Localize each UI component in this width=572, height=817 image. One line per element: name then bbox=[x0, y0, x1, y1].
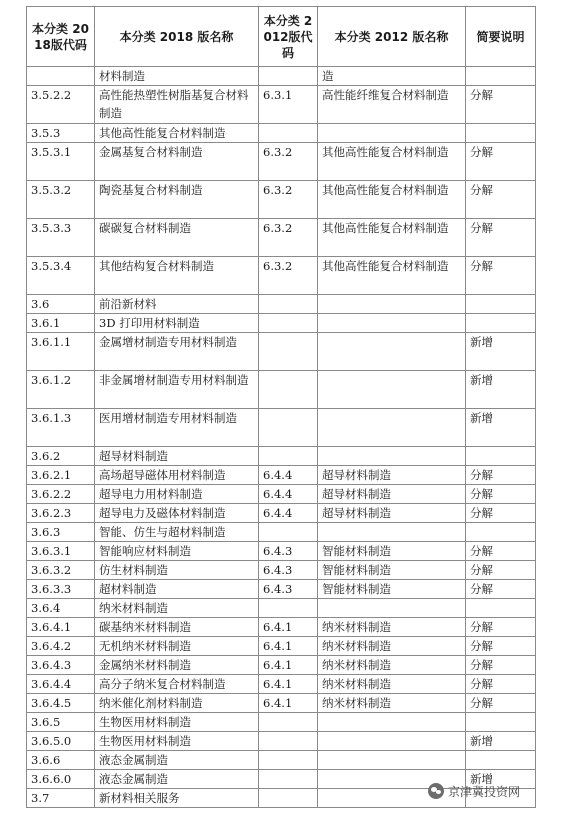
code-2018-cell: 3.6.2.2 bbox=[27, 485, 95, 504]
name-2012-cell bbox=[318, 333, 466, 371]
code-2018-cell: 3.6.4.3 bbox=[27, 656, 95, 675]
name-2018-cell: 生物医用材料制造 bbox=[95, 713, 259, 732]
name-2018-cell: 陶瓷基复合材料制造 bbox=[95, 181, 259, 219]
code-2012-cell: 6.4.4 bbox=[259, 485, 318, 504]
name-2012-cell bbox=[318, 599, 466, 618]
code-2012-cell bbox=[259, 770, 318, 789]
table-row bbox=[27, 181, 536, 219]
description-cell: 分解 bbox=[466, 542, 536, 561]
table-row bbox=[27, 143, 536, 181]
code-2012-cell: 6.4.1 bbox=[259, 618, 318, 637]
table-row bbox=[27, 295, 536, 314]
code-2012-cell: 6.4.1 bbox=[259, 694, 318, 713]
name-2018-cell: 医用增材制造专用材料制造 bbox=[95, 409, 259, 447]
name-2018-cell: 其他结构复合材料制造 bbox=[95, 257, 259, 295]
name-2012-cell: 造 bbox=[318, 67, 466, 86]
code-2012-cell bbox=[259, 295, 318, 314]
table-row bbox=[27, 124, 536, 143]
name-2018-cell: 纳米催化剂材料制造 bbox=[95, 694, 259, 713]
code-2018-cell: 3.6.2.3 bbox=[27, 504, 95, 523]
name-2018-cell: 智能、仿生与超材料制造 bbox=[95, 523, 259, 542]
table-row bbox=[27, 314, 536, 333]
description-cell bbox=[466, 314, 536, 333]
code-2012-cell: 6.3.2 bbox=[259, 143, 318, 181]
code-2018-cell: 3.6.4.1 bbox=[27, 618, 95, 637]
name-2012-cell: 纳米材料制造 bbox=[318, 694, 466, 713]
code-2012-cell bbox=[259, 409, 318, 447]
code-2018-cell: 3.5.3.3 bbox=[27, 219, 95, 257]
table-row bbox=[27, 713, 536, 732]
description-cell: 新增 bbox=[466, 371, 536, 409]
table-row bbox=[27, 580, 536, 599]
description-cell: 分解 bbox=[466, 485, 536, 504]
name-2018-cell: 无机纳米材料制造 bbox=[95, 637, 259, 656]
name-2012-cell: 其他高性能复合材料制造 bbox=[318, 219, 466, 257]
table-row bbox=[27, 694, 536, 713]
table-row bbox=[27, 523, 536, 542]
code-2012-cell: 6.3.1 bbox=[259, 86, 318, 124]
code-2018-cell: 3.5.2.2 bbox=[27, 86, 95, 124]
name-2012-cell bbox=[318, 295, 466, 314]
table-row bbox=[27, 732, 536, 751]
code-2012-cell: 6.4.4 bbox=[259, 504, 318, 523]
code-2012-cell: 6.4.1 bbox=[259, 675, 318, 694]
code-2018-cell: 3.6.2 bbox=[27, 447, 95, 466]
name-2018-cell: 其他高性能复合材料制造 bbox=[95, 124, 259, 143]
code-2012-cell bbox=[259, 67, 318, 86]
code-2018-cell: 3.6.1.2 bbox=[27, 371, 95, 409]
name-2018-cell: 前沿新材料 bbox=[95, 295, 259, 314]
code-2018-cell: 3.6.1 bbox=[27, 314, 95, 333]
name-2018-cell: 高分子纳米复合材料制造 bbox=[95, 675, 259, 694]
description-cell: 分解 bbox=[466, 143, 536, 181]
name-2012-cell bbox=[318, 314, 466, 333]
code-2018-cell: 3.5.3.2 bbox=[27, 181, 95, 219]
name-2012-cell bbox=[318, 732, 466, 751]
code-2018-cell: 3.6.4.2 bbox=[27, 637, 95, 656]
code-2018-cell: 3.6.3.2 bbox=[27, 561, 95, 580]
table-row bbox=[27, 257, 536, 295]
code-2012-cell bbox=[259, 333, 318, 371]
name-2012-cell: 纳米材料制造 bbox=[318, 637, 466, 656]
table-row bbox=[27, 333, 536, 371]
code-2012-cell bbox=[259, 314, 318, 333]
name-2012-cell bbox=[318, 124, 466, 143]
name-2018-cell: 超导电力及磁体材料制造 bbox=[95, 504, 259, 523]
code-2012-cell bbox=[259, 124, 318, 143]
table-row bbox=[27, 86, 536, 124]
code-2012-cell: 6.3.2 bbox=[259, 219, 318, 257]
code-2018-cell: 3.6.5.0 bbox=[27, 732, 95, 751]
description-cell: 分解 bbox=[466, 637, 536, 656]
table-row bbox=[27, 409, 536, 447]
code-2018-cell: 3.6.3.3 bbox=[27, 580, 95, 599]
code-2018-cell bbox=[27, 67, 95, 86]
code-2018-cell: 3.6.6 bbox=[27, 751, 95, 770]
code-2012-cell: 6.3.2 bbox=[259, 181, 318, 219]
code-2018-cell: 3.6.4 bbox=[27, 599, 95, 618]
description-cell: 分解 bbox=[466, 618, 536, 637]
header-name-2012: 本分类 2012 版名称 bbox=[318, 7, 466, 67]
table-row bbox=[27, 618, 536, 637]
code-2012-cell bbox=[259, 599, 318, 618]
name-2018-cell: 碳碳复合材料制造 bbox=[95, 219, 259, 257]
name-2018-cell: 新材料相关服务 bbox=[95, 789, 259, 808]
description-cell: 分解 bbox=[466, 86, 536, 124]
name-2012-cell: 纳米材料制造 bbox=[318, 618, 466, 637]
name-2018-cell: 3D 打印用材料制造 bbox=[95, 314, 259, 333]
code-2018-cell: 3.6.1.3 bbox=[27, 409, 95, 447]
table-row bbox=[27, 67, 536, 86]
code-2018-cell: 3.6.3.1 bbox=[27, 542, 95, 561]
code-2012-cell: 6.4.3 bbox=[259, 580, 318, 599]
name-2018-cell: 金属基复合材料制造 bbox=[95, 143, 259, 181]
name-2012-cell: 其他高性能复合材料制造 bbox=[318, 257, 466, 295]
name-2018-cell: 材料制造 bbox=[95, 67, 259, 86]
description-cell: 分解 bbox=[466, 580, 536, 599]
description-cell: 新增 bbox=[466, 409, 536, 447]
classification-table bbox=[26, 6, 536, 808]
table-row bbox=[27, 542, 536, 561]
code-2018-cell: 3.6.5 bbox=[27, 713, 95, 732]
description-cell: 新增 bbox=[466, 770, 536, 789]
description-cell: 分解 bbox=[466, 561, 536, 580]
header-name-2018: 本分类 2018 版名称 bbox=[95, 7, 259, 67]
table-row bbox=[27, 371, 536, 409]
code-2018-cell: 3.5.3 bbox=[27, 124, 95, 143]
name-2012-cell bbox=[318, 409, 466, 447]
code-2018-cell: 3.5.3.1 bbox=[27, 143, 95, 181]
table-row bbox=[27, 637, 536, 656]
name-2012-cell: 其他高性能复合材料制造 bbox=[318, 181, 466, 219]
name-2018-cell: 智能响应材料制造 bbox=[95, 542, 259, 561]
name-2012-cell bbox=[318, 751, 466, 770]
description-cell bbox=[466, 599, 536, 618]
table-row bbox=[27, 466, 536, 485]
name-2018-cell: 碳基纳米材料制造 bbox=[95, 618, 259, 637]
table-row bbox=[27, 447, 536, 466]
table-header-row bbox=[27, 7, 536, 67]
name-2012-cell: 智能材料制造 bbox=[318, 580, 466, 599]
name-2012-cell: 纳米材料制造 bbox=[318, 675, 466, 694]
description-cell bbox=[466, 713, 536, 732]
code-2018-cell: 3.7 bbox=[27, 789, 95, 808]
code-2018-cell: 3.6.1.1 bbox=[27, 333, 95, 371]
description-cell bbox=[466, 447, 536, 466]
watermark bbox=[428, 781, 568, 801]
table-row bbox=[27, 504, 536, 523]
description-cell: 分解 bbox=[466, 466, 536, 485]
name-2018-cell: 高场超导磁体用材料制造 bbox=[95, 466, 259, 485]
description-cell: 分解 bbox=[466, 257, 536, 295]
code-2018-cell: 3.6.6.0 bbox=[27, 770, 95, 789]
name-2012-cell: 纳米材料制造 bbox=[318, 656, 466, 675]
name-2018-cell: 生物医用材料制造 bbox=[95, 732, 259, 751]
header-code-2018: 本分类 2018版代码 bbox=[27, 7, 95, 67]
name-2012-cell: 智能材料制造 bbox=[318, 542, 466, 561]
code-2012-cell bbox=[259, 371, 318, 409]
name-2018-cell: 金属纳米材料制造 bbox=[95, 656, 259, 675]
description-cell: 分解 bbox=[466, 694, 536, 713]
table-row bbox=[27, 751, 536, 770]
name-2012-cell: 超导材料制造 bbox=[318, 485, 466, 504]
name-2012-cell bbox=[318, 447, 466, 466]
table-row bbox=[27, 675, 536, 694]
table-row bbox=[27, 219, 536, 257]
code-2012-cell: 6.4.4 bbox=[259, 466, 318, 485]
name-2012-cell: 超导材料制造 bbox=[318, 504, 466, 523]
name-2012-cell: 智能材料制造 bbox=[318, 561, 466, 580]
description-cell: 分解 bbox=[466, 219, 536, 257]
name-2018-cell: 液态金属制造 bbox=[95, 770, 259, 789]
code-2018-cell: 3.6 bbox=[27, 295, 95, 314]
name-2012-cell bbox=[318, 523, 466, 542]
watermark-text: 京津冀投资网 bbox=[448, 784, 521, 799]
description-cell: 分解 bbox=[466, 504, 536, 523]
code-2012-cell bbox=[259, 447, 318, 466]
name-2012-cell: 其他高性能复合材料制造 bbox=[318, 143, 466, 181]
description-cell: 新增 bbox=[466, 333, 536, 371]
code-2012-cell: 6.4.3 bbox=[259, 561, 318, 580]
description-cell: 分解 bbox=[466, 656, 536, 675]
description-cell bbox=[466, 67, 536, 86]
wechat-icon bbox=[428, 783, 444, 799]
code-2012-cell bbox=[259, 732, 318, 751]
code-2012-cell bbox=[259, 713, 318, 732]
name-2012-cell: 超导材料制造 bbox=[318, 466, 466, 485]
name-2018-cell: 液态金属制造 bbox=[95, 751, 259, 770]
header-code-2012: 本分类 2012版代码 bbox=[259, 7, 318, 67]
description-cell bbox=[466, 751, 536, 770]
name-2018-cell: 高性能热塑性树脂基复合材料制造 bbox=[95, 86, 259, 124]
code-2012-cell: 6.4.1 bbox=[259, 656, 318, 675]
description-cell bbox=[466, 295, 536, 314]
name-2012-cell bbox=[318, 713, 466, 732]
name-2018-cell: 超导材料制造 bbox=[95, 447, 259, 466]
code-2018-cell: 3.6.2.1 bbox=[27, 466, 95, 485]
name-2018-cell: 金属增材制造专用材料制造 bbox=[95, 333, 259, 371]
name-2018-cell: 非金属增材制造专用材料制造 bbox=[95, 371, 259, 409]
description-cell: 分解 bbox=[466, 675, 536, 694]
name-2018-cell: 仿生材料制造 bbox=[95, 561, 259, 580]
name-2012-cell: 高性能纤维复合材料制造 bbox=[318, 86, 466, 124]
description-cell bbox=[466, 523, 536, 542]
name-2018-cell: 超导电力用材料制造 bbox=[95, 485, 259, 504]
description-cell bbox=[466, 124, 536, 143]
code-2012-cell bbox=[259, 789, 318, 808]
name-2012-cell bbox=[318, 371, 466, 409]
name-2018-cell: 纳米材料制造 bbox=[95, 599, 259, 618]
name-2018-cell: 超材料制造 bbox=[95, 580, 259, 599]
table-row bbox=[27, 561, 536, 580]
code-2012-cell bbox=[259, 523, 318, 542]
table-row bbox=[27, 656, 536, 675]
code-2012-cell: 6.4.3 bbox=[259, 542, 318, 561]
code-2018-cell: 3.6.4.4 bbox=[27, 675, 95, 694]
description-cell: 分解 bbox=[466, 181, 536, 219]
description-cell: 新增 bbox=[466, 732, 536, 751]
code-2018-cell: 3.6.4.5 bbox=[27, 694, 95, 713]
code-2012-cell: 6.4.1 bbox=[259, 637, 318, 656]
table-row bbox=[27, 599, 536, 618]
code-2012-cell: 6.3.2 bbox=[259, 257, 318, 295]
code-2018-cell: 3.5.3.4 bbox=[27, 257, 95, 295]
code-2018-cell: 3.6.3 bbox=[27, 523, 95, 542]
table-row bbox=[27, 485, 536, 504]
code-2012-cell bbox=[259, 751, 318, 770]
header-description: 简要说明 bbox=[466, 7, 536, 67]
